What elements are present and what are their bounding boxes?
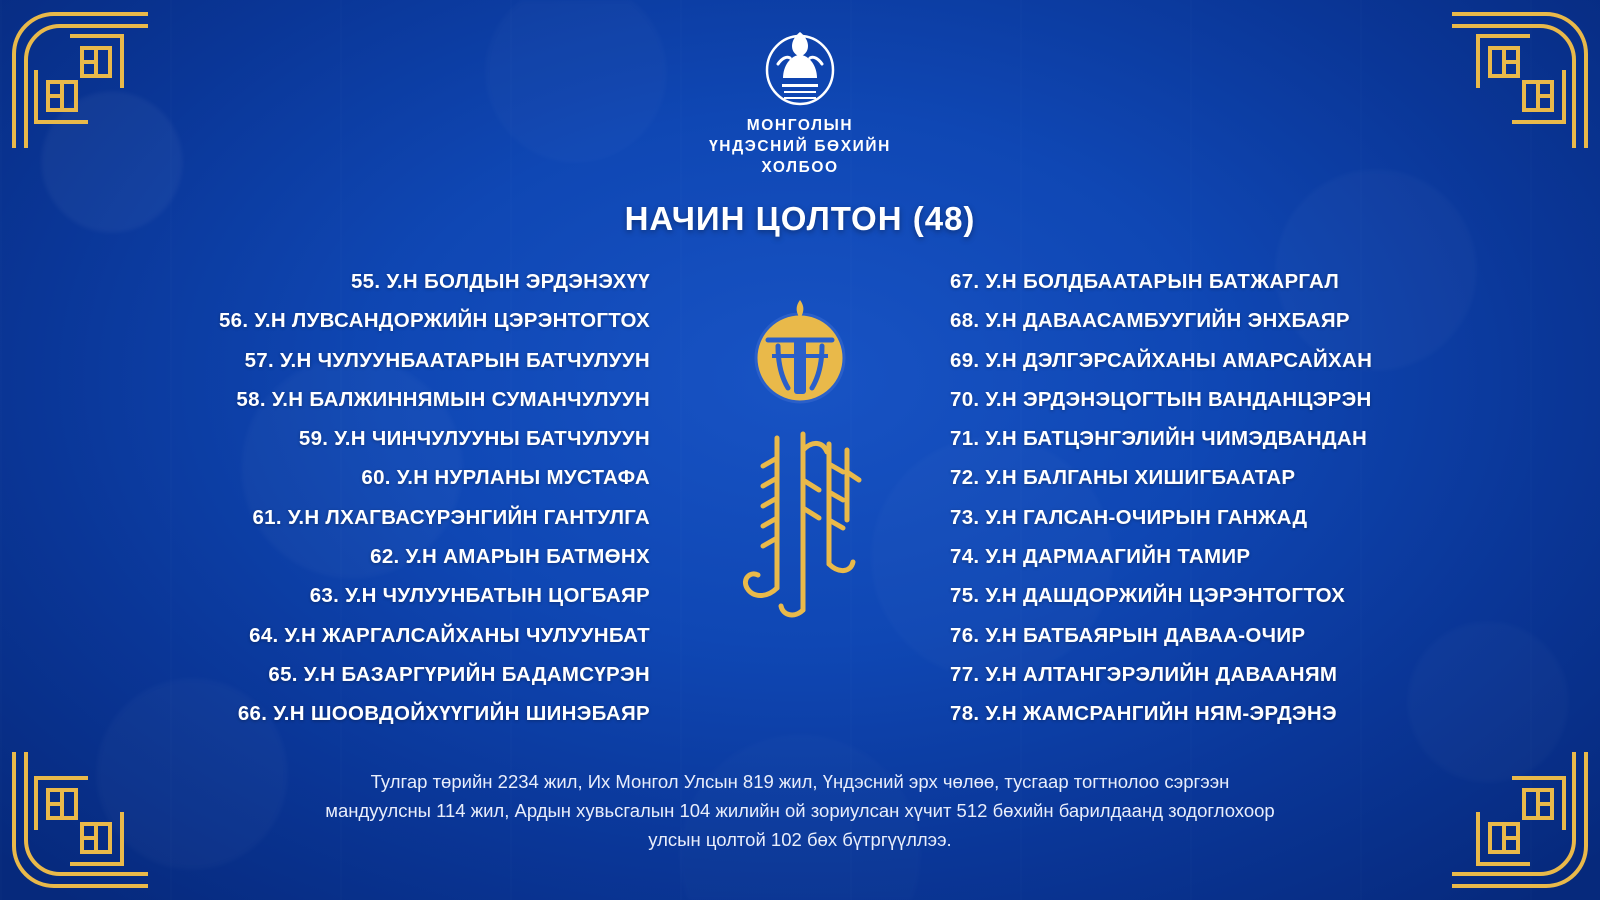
column-left	[40, 262, 680, 734]
footer-line-2: мандуулсны 114 жил, Ардын хувьсгалын 104 жилийн ой зориулсан хүчит 512 бөхийн барилдаанд зодоглохоор	[325, 800, 1275, 821]
list-item: 55. У.Н БОЛДЫН ЭРДЭНЭХҮҮ	[350, 270, 650, 293]
wrestler-name-columns	[0, 262, 1600, 734]
list-item: 57. У.Н ЧУЛУУНБААТАРЫН БАТЧУЛУУН	[244, 348, 650, 372]
list-item: 60. У.Н НУРЛАНЫ МУСТАФА	[361, 466, 650, 490]
list-item: 71. У.Н БАТЦЭНГЭЛИЙН ЧИМЭДВАНДАН	[950, 427, 1368, 451]
list-item: 59. У.Н ЧИНЧУЛУУНЫ БАТЧУЛУУН	[298, 427, 650, 451]
list-item: 68. У.Н ДАВААСАМБУУГИЙН ЭНХБАЯР	[950, 309, 1350, 333]
list-item: 69. У.Н ДЭЛГЭРСАЙХАНЫ АМАРСАЙХАН	[950, 348, 1373, 372]
list-item: 63. У.Н ЧУЛУУНБАТЫН ЦОГБАЯР	[309, 584, 650, 608]
footer-note	[195, 767, 1405, 854]
list-item: 67. У.Н БОЛДБААТАРЫН БАТЖАРГАЛ	[950, 270, 1340, 293]
list-item: 58. У.Н БАЛЖИННЯМЫН СУМАНЧУЛУУН	[236, 387, 650, 411]
list-item: 61. У.Н ЛХАГВАСҮРЭНГИЙН ГАНТУЛГА	[252, 505, 650, 529]
page-title: НАЧИН ЦОЛТОН (48)	[624, 200, 976, 237]
list-item: 75. У.Н ДАШДОРЖИЙН ЦЭРЭНТОГТОХ	[950, 584, 1346, 608]
list-item: 74. У.Н ДАРМААГИЙН ТАМИР	[950, 545, 1251, 569]
list-item: 77. У.Н АЛТАНГЭРЭЛИЙН ДАВААНЯМ	[950, 662, 1338, 686]
footer-line-1: Тулгар төрийн 2234 жил, Их Монгол Улсын 819 жил, Үндэсний эрх чөлөө, тусгаар тогтнолоо сэргээн	[370, 771, 1230, 792]
list-item: 62. У.Н АМАРЫН БАТМӨНХ	[370, 545, 650, 569]
list-item: 70. У.Н ЭРДЭНЭЦОГТЫН ВАНДАНЦЭРЭН	[950, 387, 1372, 411]
list-item: 73. У.Н ГАЛСАН-ОЧИРЫН ГАНЖАД	[950, 505, 1308, 529]
list-item: 65. У.Н БАЗАРГҮРИЙН БАДАМСҮРЭН	[268, 662, 650, 686]
corner-ornament-bottom-right	[1442, 742, 1592, 892]
organization-line-2: ҮНДЭСНИЙ БӨХИЙН	[709, 137, 891, 155]
column-right	[920, 262, 1560, 734]
organization-line-1: МОНГОЛЫН	[746, 117, 854, 134]
organization-line-3: ХОЛБОО	[761, 158, 839, 176]
footer-line-3: улсын цолтой 102 бөх бүтргүүллээ.	[648, 829, 952, 850]
list-item: 64. У.Н ЖАРГАЛСАЙХАНЫ ЧУЛУУНБАТ	[249, 623, 650, 647]
organization-name	[709, 116, 891, 179]
list-item: 56. У.Н ЛУВСАНДОРЖИЙН ЦЭРЭНТОГТОХ	[218, 309, 650, 333]
list-item: 72. У.Н БАЛГАНЫ ХИШИГБААТАР	[950, 466, 1296, 490]
corner-ornament-bottom-left	[8, 742, 158, 892]
header	[0, 18, 1600, 179]
list-item: 66. У.Н ШООВДОЙХҮҮГИЙН ШИНЭБАЯР	[237, 702, 650, 726]
wrestler-emblem-icon	[758, 18, 842, 110]
list-item: 78. У.Н ЖАМСРАНГИЙН НЯМ-ЭРДЭНЭ	[950, 702, 1337, 726]
list-item: 76. У.Н БАТБАЯРЫН ДАВАА-ОЧИР	[950, 623, 1306, 647]
